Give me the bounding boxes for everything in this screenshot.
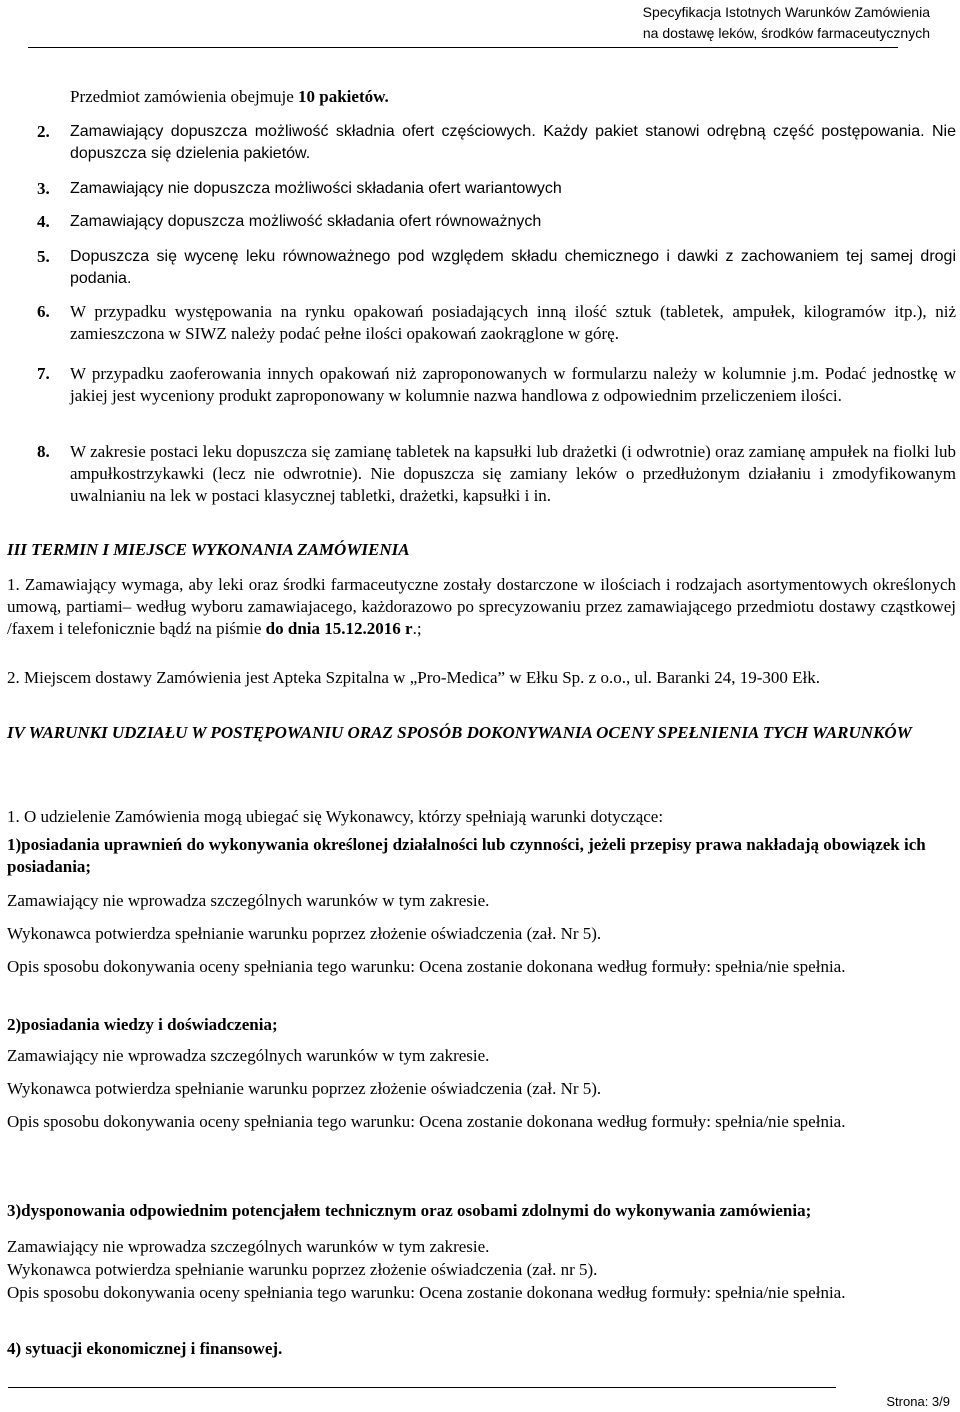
item-number: 6. [37, 302, 50, 321]
delivery-deadline: do dnia 15.12.2016 r [265, 619, 413, 638]
intro-text: Przedmiot zamówienia obejmuje [70, 87, 299, 106]
list-item: Zamawiający dopuszcza możliwość składnia ofert częściowych. Każdy pakiet stanowi odrębną część postępowania. Nie dopuszcza się dzielenia pakietów. [70, 123, 956, 162]
header-divider [28, 47, 898, 48]
condition-title: 3)dysponowania odpowiednim potencjałem technicznym oraz osobami zdolnymi do wykonywania zamówienia; [7, 1201, 812, 1220]
condition-title: 2)posiadania wiedzy i doświadczenia; [7, 1015, 278, 1034]
item-number: 8. [37, 442, 50, 461]
intro-bold: 10 pakietów. [298, 87, 389, 106]
item-number: 3. [37, 179, 50, 198]
item-number: 5. [37, 247, 50, 266]
condition-title: 1)posiadania uprawnień do wykonywania określonej działalności lub czynności, jeżeli przepisy prawa nakładają obowiązek ich posiadania; [7, 835, 926, 876]
list-item: W zakresie postaci leku dopuszcza się zamianę tabletek na kapsułki lub drażetki (i odwrotnie) oraz zamianę ampułek na fiolki lub ampułkostrzykawki (lecz nie odwrotnie). Nie dopuszcza się zamiany leków o przedłużonym działaniu i zmodyfikowanym uwalnianiu na lek w postaci klasycznej tabletki, drażetki, kapsułki i in. [70, 442, 956, 505]
delivery-text: 1. Zamawiający wymaga, aby leki oraz środki farmaceutyczne zostały dostarczone w ilościach i rodzajach asortymentowych określonych umową, partiami– według wyboru zamawiajacego, każdorazowo po sprecyzowaniu przez zamawiającego przedmiotu dostawy cząstkowej /faxem i telefonicznie bądź na piśmie [7, 575, 956, 638]
condition-title: 4) sytuacji ekonomicznej i finansowej. [7, 1339, 283, 1358]
intro-line [70, 86, 389, 108]
section-heading: III TERMIN I MIEJSCE WYKONANIA ZAMÓWIENIA [7, 540, 410, 559]
page-header [643, 2, 930, 44]
item-number: 2. [37, 122, 50, 141]
page-number: Strona: 3/9 [886, 1394, 950, 1409]
list-item: Zamawiający nie dopuszcza możliwości składania ofert wariantowych [70, 180, 562, 197]
no-requirements: Zamawiający nie wprowadza szczególnych warunków w tym zakresie. [7, 1046, 490, 1065]
list-item: W przypadku występowania na rynku opakowań posiadających inną ilość sztuk (tabletek, ampułek, kilogramów itp.), niż zamieszczona w SIWZ należy podać pełne ilości opakowań zaokrąglone w górę. [70, 302, 956, 343]
list-item: Dopuszcza się wycenę leku równoważnego pod względem składu chemicznego i dawki z zachowaniem tej samej drogi podania. [70, 248, 956, 287]
delivery-paragraph [7, 574, 956, 640]
footer-divider [8, 1387, 836, 1388]
confirmation-text: Wykonawca potwierdza spełnianie warunku poprzez złożenie oświadczenia (zał. Nr 5). [7, 1079, 602, 1098]
no-requirements: Zamawiający nie wprowadza szczególnych warunków w tym zakresie. [7, 891, 490, 910]
confirmation-text: Wykonawca potwierdza spełnianie warunku poprzez złożenie oświadczenia (zał. Nr 5). [7, 924, 602, 943]
delivery-place: 2. Miejscem dostawy Zamówienia jest Apteka Szpitalna w „Pro-Medica” w Ełku Sp. z o.o., ul. Baranki 24, 19-300 Ełk. [7, 668, 820, 687]
header-subtitle: na dostawę leków, środków farmaceutycznych [642, 25, 930, 41]
item-number: 7. [37, 364, 50, 383]
list-item: W przypadku zaoferowania innych opakowań niż zaproponowanych w formularzu należy w kolumnie j.m. Podać jednostkę w jakiej jest wyceniony produkt zaproponowany w kolumnie nazwa handlowa z odpowiednim przeliczeniem ilości. [70, 364, 956, 405]
no-requirements: Zamawiający nie wprowadza szczególnych warunków w tym zakresie. [7, 1237, 490, 1256]
conditions-intro: 1. O udzielenie Zamówienia mogą ubiegać się Wykonawcy, którzy spełniają warunki dotyczące: [7, 807, 664, 826]
section-heading: IV WARUNKI UDZIAŁU W POSTĘPOWANIU ORAZ SPOSÓB DOKONYWANIA OCENY SPEŁNIENIA TYCH WARUNKÓW [7, 723, 912, 742]
list-item: Zamawiający dopuszcza możliwość składania ofert równoważnych [70, 213, 542, 230]
item-number: 4. [37, 212, 50, 231]
evaluation-method: Opis sposobu dokonywania oceny spełniania tego warunku: Ocena zostanie dokonana według formuły: spełnia/nie spełnia. [7, 957, 846, 976]
delivery-tail: .; [412, 619, 422, 638]
confirmation-text: Wykonawca potwierdza spełnianie warunku poprzez złożenie oświadczenia (zał. nr 5). [7, 1260, 598, 1279]
evaluation-method: Opis sposobu dokonywania oceny spełniania tego warunku: Ocena zostanie dokonana według formuły: spełnia/nie spełnia. [7, 1283, 846, 1302]
evaluation-method: Opis sposobu dokonywania oceny spełniania tego warunku: Ocena zostanie dokonana według formuły: spełnia/nie spełnia. [7, 1112, 846, 1131]
header-title: Specyfikacja Istotnych Warunków Zamówienia [642, 4, 930, 20]
